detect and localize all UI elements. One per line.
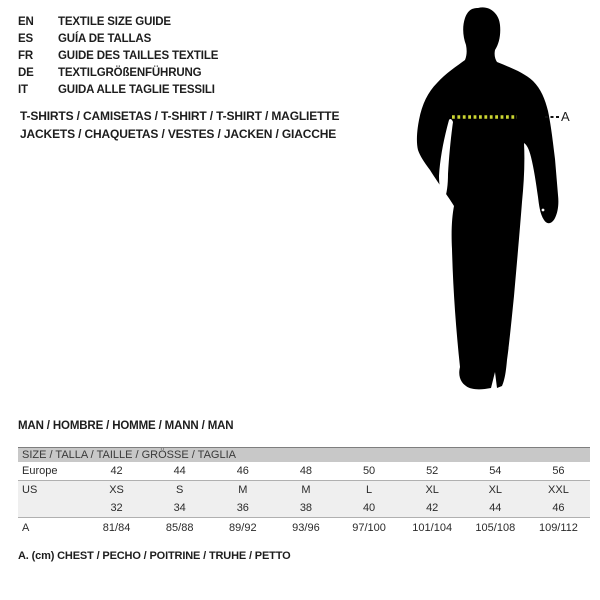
size-cell: 40 bbox=[362, 502, 376, 514]
language-code: EN bbox=[18, 16, 34, 28]
language-row-de bbox=[18, 65, 218, 82]
size-cell: M bbox=[238, 484, 248, 496]
row-label: A bbox=[22, 522, 30, 534]
language-row-en bbox=[18, 14, 218, 31]
size-cell: 46 bbox=[236, 465, 249, 477]
language-row-es bbox=[18, 31, 218, 48]
row-label bbox=[18, 499, 85, 517]
garment-category-line2: JACKETS / CHAQUETAS / VESTES / JACKEN / GIACCHE bbox=[20, 127, 337, 141]
size-cell: M bbox=[301, 484, 311, 496]
size-cell: 85/88 bbox=[165, 522, 194, 534]
measurement-label: A bbox=[561, 109, 570, 124]
size-cell: XXL bbox=[548, 484, 569, 496]
table-row-europe bbox=[18, 462, 590, 480]
measurement-footnote: A. (cm) CHEST / PECHO / POITRINE / TRUHE / PETTO bbox=[18, 550, 291, 562]
language-title: GUIDA ALLE TAGLIE TESSILI bbox=[58, 84, 215, 96]
language-code: FR bbox=[18, 50, 34, 62]
table-header: SIZE / TALLA / TAILLE / GRÖSSE / TAGLIA bbox=[18, 447, 590, 462]
size-cell: 97/100 bbox=[352, 522, 386, 534]
language-list bbox=[18, 14, 218, 99]
size-cell: 109/112 bbox=[538, 522, 578, 534]
size-cell: 54 bbox=[489, 465, 502, 477]
size-cell: 44 bbox=[489, 502, 502, 514]
size-cell: 56 bbox=[552, 465, 565, 477]
size-cell: L bbox=[366, 484, 373, 496]
language-title: GUIDE DES TAILLES TEXTILE bbox=[58, 50, 219, 62]
size-cell: 32 bbox=[110, 502, 123, 514]
silhouette-hand-highlight bbox=[542, 209, 545, 212]
size-cell: 38 bbox=[299, 502, 313, 514]
size-cell: 81/84 bbox=[102, 522, 131, 534]
language-code: IT bbox=[18, 84, 28, 96]
table-row-alt-sizes bbox=[18, 499, 590, 517]
language-row-it bbox=[18, 82, 218, 99]
language-title: TEXTILGRÖßENFÜHRUNG bbox=[58, 67, 202, 79]
size-table bbox=[18, 447, 590, 538]
size-cell: 42 bbox=[110, 465, 123, 477]
size-cell: 36 bbox=[236, 502, 249, 514]
size-cell: 52 bbox=[426, 465, 439, 477]
garment-category bbox=[20, 107, 339, 143]
row-label: US bbox=[22, 484, 38, 496]
size-cell: XS bbox=[109, 484, 124, 496]
section-title: MAN / HOMBRE / HOMME / MANN / MAN bbox=[18, 420, 234, 432]
language-row-fr bbox=[18, 48, 218, 65]
size-cell: 50 bbox=[362, 465, 376, 477]
row-label: Europe bbox=[22, 465, 58, 477]
size-cell: 105/108 bbox=[475, 522, 516, 534]
garment-category-line1: T-SHIRTS / CAMISETAS / T-SHIRT / T-SHIRT / MAGLIETTE bbox=[20, 109, 340, 123]
table-row-us bbox=[18, 480, 590, 499]
table-row-chest-measurement bbox=[18, 517, 590, 538]
size-cell: 93/96 bbox=[292, 522, 320, 534]
size-cell: S bbox=[176, 484, 184, 496]
size-cell: 48 bbox=[299, 465, 313, 477]
language-title: TEXTILE SIZE GUIDE bbox=[58, 16, 171, 28]
size-cell: 42 bbox=[426, 502, 439, 514]
size-cell: 46 bbox=[552, 502, 565, 514]
size-cell: XL bbox=[488, 484, 503, 496]
size-cell: 44 bbox=[173, 465, 186, 477]
silhouette-body bbox=[417, 7, 558, 389]
man-silhouette bbox=[410, 0, 600, 400]
language-code: DE bbox=[18, 67, 34, 79]
size-cell: 34 bbox=[173, 502, 186, 514]
language-title: GUÍA DE TALLAS bbox=[58, 33, 152, 45]
size-cell: 101/104 bbox=[412, 522, 453, 534]
size-cell: XL bbox=[425, 484, 439, 496]
language-code: ES bbox=[18, 33, 34, 45]
size-cell: 89/92 bbox=[229, 522, 257, 534]
